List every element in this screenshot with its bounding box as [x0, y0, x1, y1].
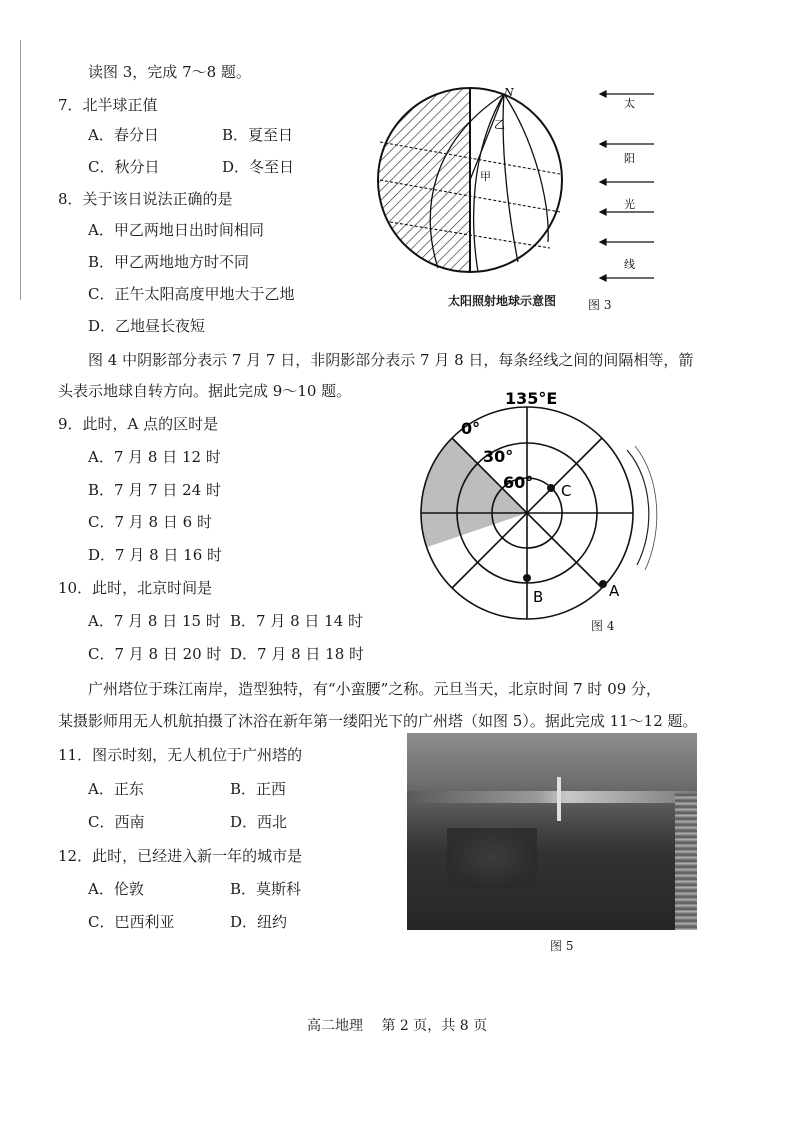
figure-5-photo-guangzhou-tower: [407, 733, 697, 930]
latitude-0-label: 0°: [461, 419, 481, 438]
figure-3-sunlight-diagram: [370, 82, 660, 322]
horizon-glow: [407, 791, 697, 803]
q7-option-c[interactable]: C．秋分日: [88, 158, 160, 176]
q7-option-b[interactable]: B．夏至日: [222, 126, 294, 144]
sun-rays: [600, 91, 654, 281]
figure-5-label: 图 5: [550, 939, 574, 953]
q12-option-c[interactable]: C．巴西利亚: [88, 913, 175, 931]
q11-option-a[interactable]: A．正东: [88, 780, 144, 798]
section-intro-11-12-line1: 广州塔位于珠江南岸，造型独特，有“小蛮腰”之称。元旦当天，北京时间 7 时 09 分，: [88, 680, 662, 698]
point-yi-label: 乙: [494, 118, 505, 131]
q8-option-b[interactable]: B．甲乙两地地方时不同: [88, 253, 250, 271]
q11-option-b[interactable]: B．正西: [230, 780, 287, 798]
question-8-stem: 8．关于该日说法正确的是: [58, 190, 233, 208]
q7-option-d[interactable]: D．冬至日: [222, 158, 295, 176]
sun-text-3: 光: [624, 198, 635, 211]
section-intro-9-10-line2: 头表示地球自转方向。据此完成 9～10 题。: [58, 382, 352, 400]
figure-4-polar-diagram: [405, 390, 665, 630]
q9-option-c[interactable]: C．7 月 8 日 6 时: [88, 513, 212, 531]
q12-option-b[interactable]: B．莫斯科: [230, 880, 302, 898]
section-intro-11-12-line2: 某摄影师用无人机航拍摄了沐浴在新年第一缕阳光下的广州塔（如图 5）。据此完成 11～12 题。: [58, 712, 698, 730]
q12-option-a[interactable]: A．伦敦: [88, 880, 144, 898]
question-10-stem: 10．此时，北京时间是: [58, 579, 213, 597]
longitude-135e-label: 135°E: [505, 390, 558, 408]
latitude-60-label: 60°: [503, 473, 534, 492]
q10-option-b[interactable]: B．7 月 8 日 14 时: [230, 612, 364, 630]
north-label: N: [504, 86, 514, 99]
figure-4-label: 图 4: [591, 619, 615, 633]
section-intro-9-10-line1: 图 4 中阴影部分表示 7 月 7 日，非阴影部分表示 7 月 8 日，每条经线之间的间隔相等，箭: [88, 351, 694, 369]
q11-option-d[interactable]: D．西北: [230, 813, 288, 831]
sun-text-4: 线: [624, 258, 635, 271]
photo-edge-glare: [675, 793, 697, 930]
figure-3-caption: 太阳照射地球示意图: [448, 294, 557, 308]
point-b: [523, 574, 531, 582]
point-b-label: B: [533, 588, 544, 606]
q8-option-c[interactable]: C．正午太阳高度甲地大于乙地: [88, 285, 295, 303]
q11-option-c[interactable]: C．西南: [88, 813, 145, 831]
tower-silhouette: [557, 777, 561, 821]
section-intro-7-8: 读图 3，完成 7～8 题。: [88, 63, 251, 81]
question-12-stem: 12．此时，已经进入新一年的城市是: [58, 847, 303, 865]
q9-option-a[interactable]: A．7 月 8 日 12 时: [88, 448, 221, 466]
q10-option-a[interactable]: A．7 月 8 日 15 时: [88, 612, 221, 630]
night-side: [378, 88, 470, 272]
point-a-label: A: [609, 582, 620, 600]
q8-option-a[interactable]: A．甲乙两地日出时间相同: [88, 221, 264, 239]
sun-text-2: 阳: [624, 152, 635, 165]
q10-option-d[interactable]: D．7 月 8 日 18 时: [230, 645, 365, 663]
point-c-label: C: [561, 482, 572, 500]
city-shadow: [447, 828, 537, 888]
q9-option-b[interactable]: B．7 月 7 日 24 时: [88, 481, 222, 499]
point-c: [547, 484, 555, 492]
q9-option-d[interactable]: D．7 月 8 日 16 时: [88, 546, 223, 564]
question-9-stem: 9．此时，A 点的区时是: [58, 415, 219, 433]
figure-3-label: 图 3: [588, 298, 612, 312]
q8-option-d[interactable]: D．乙地昼长夜短: [88, 317, 206, 335]
q12-option-d[interactable]: D．纽约: [230, 913, 288, 931]
point-jia-label: 甲: [480, 170, 491, 183]
q7-option-a[interactable]: A．春分日: [88, 126, 159, 144]
page-footer: 高二地理 第 2 页，共 8 页: [307, 1018, 488, 1034]
page-margin-line: [20, 40, 21, 300]
question-11-stem: 11．图示时刻，无人机位于广州塔的: [58, 746, 303, 764]
rotation-arrow: [627, 450, 649, 565]
q10-option-c[interactable]: C．7 月 8 日 20 时: [88, 645, 222, 663]
question-7-stem: 7．北半球正值: [58, 96, 158, 114]
latitude-30-label: 30°: [483, 447, 514, 466]
sun-text-1: 太: [624, 97, 635, 110]
point-a: [599, 580, 607, 588]
